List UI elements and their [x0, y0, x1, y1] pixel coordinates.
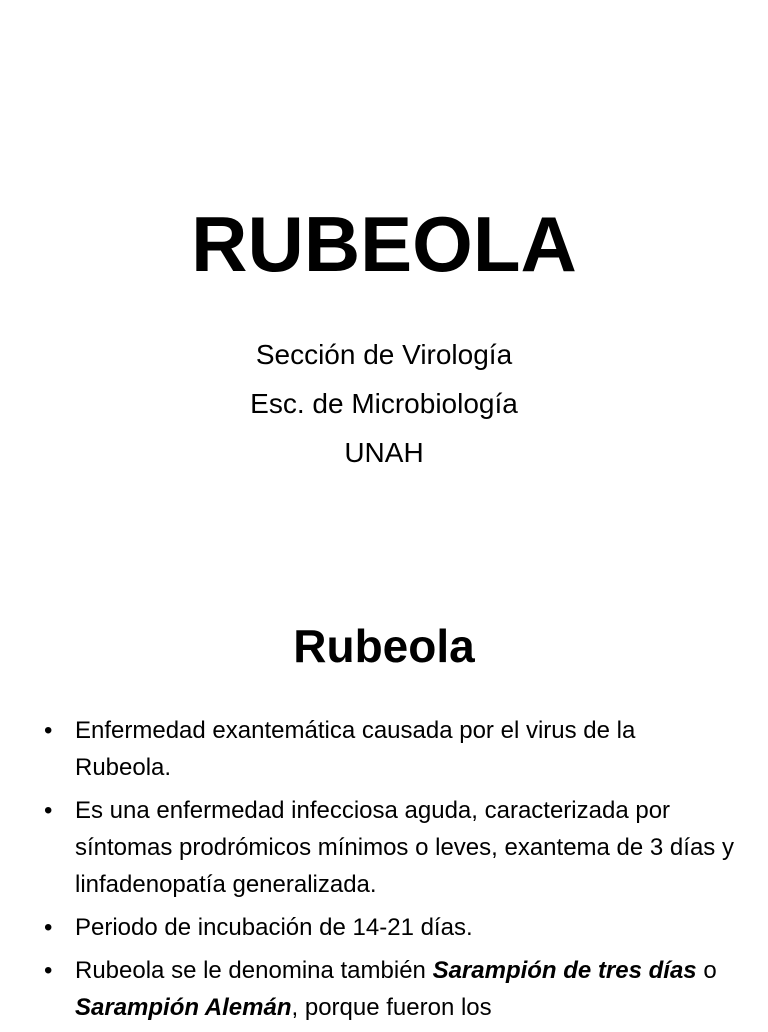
bullet-text: Periodo de incubación de 14-21 días.: [75, 914, 473, 941]
bullet-text-part: o: [696, 957, 717, 984]
bullet-text-part: Rubeola se le denomina también: [75, 957, 433, 984]
bullet-dot-icon: •: [44, 914, 53, 941]
main-title: RUBEOLA: [191, 200, 577, 288]
bullet-text: Enfermedad exantemática causada por el virus de la Rubeola.: [75, 717, 636, 781]
bullet-text: Es una enfermedad infecciosa aguda, caracterizada por síntomas prodrómicos mínimos o leves, exantema de 3 días y linfadenopatía generalizada.: [75, 797, 734, 898]
subtitle-line-university: UNAH: [344, 437, 424, 468]
content-slide: [0, 576, 768, 1024]
subtitle-block: [0, 330, 768, 477]
bullet-emphasis: Sarampión de tres días: [432, 957, 697, 984]
subtitle-line-section: Sección de Virología: [255, 339, 513, 370]
bullet-item: [44, 792, 734, 903]
bullet-dot-icon: •: [44, 797, 53, 824]
section-title: Rubeola: [293, 620, 475, 672]
bullet-list: [44, 712, 734, 1032]
bullet-text-part: , porque fueron los: [291, 994, 492, 1021]
bullet-item: [44, 712, 734, 786]
subtitle-line-school: Esc. de Microbiología: [250, 388, 518, 419]
bullet-item: [44, 952, 734, 1026]
bullet-item: [44, 909, 734, 946]
bullet-dot-icon: •: [44, 957, 53, 984]
bullet-dot-icon: •: [44, 717, 53, 744]
bullet-emphasis: Sarampión Alemán: [75, 994, 292, 1021]
